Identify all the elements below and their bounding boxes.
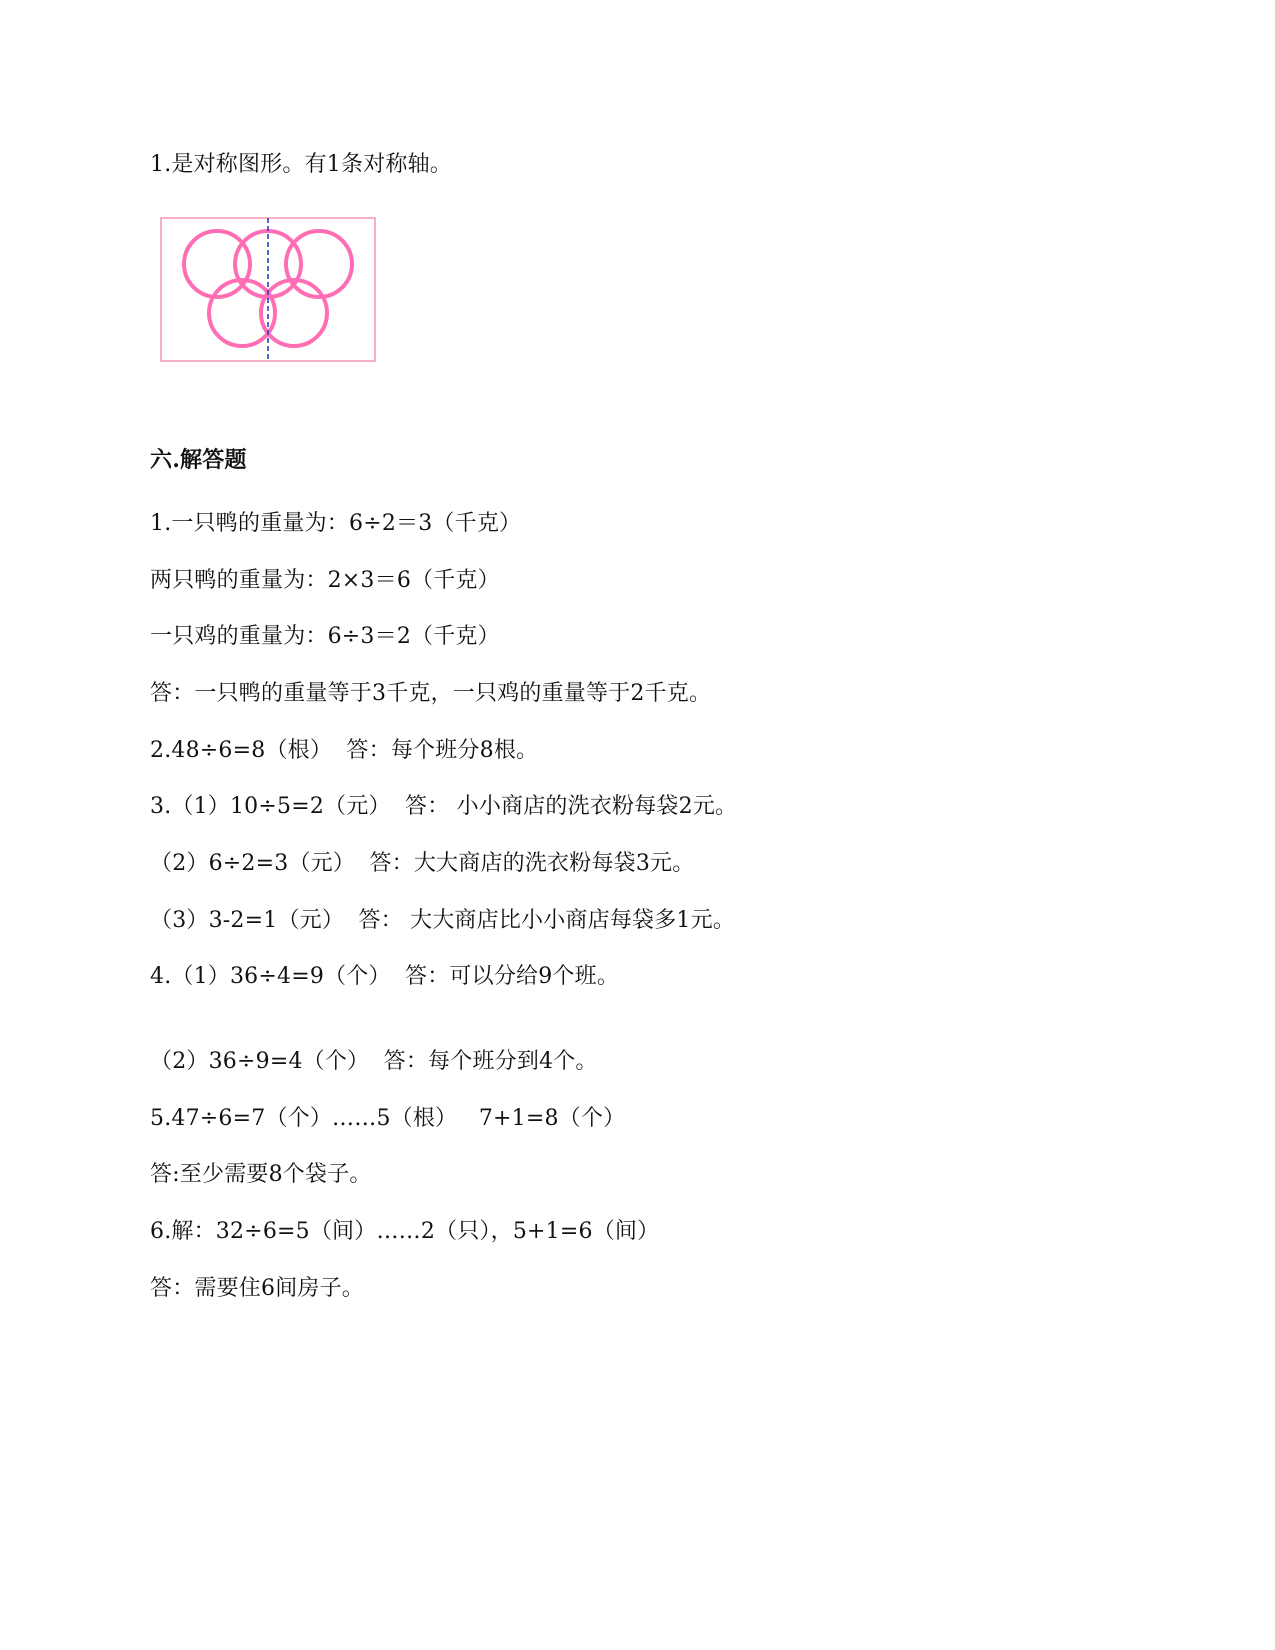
ring-bottom-left — [209, 280, 275, 346]
answer-line-6: 3.（1）10÷5=2（元） 答： 小小商店的洗衣粉每袋2元。 — [150, 794, 738, 819]
answer-line-4: 答：一只鸭的重量等于3千克，一只鸡的重量等于2千克。 — [150, 681, 712, 706]
answer-line-10: （2）36÷9=4（个） 答：每个班分到4个。 — [150, 1049, 598, 1074]
answer-line-symmetry: 1.是对称图形。有1条对称轴。 — [150, 152, 452, 177]
olympic-rings-icon — [160, 217, 382, 367]
answer-line-3: 一只鸡的重量为：6÷3＝2（千克） — [150, 624, 500, 649]
answer-line-9: 4.（1）36÷4=9（个） 答：可以分给9个班。 — [150, 964, 620, 989]
ring-top-left — [184, 231, 250, 297]
answer-line-5: 2.48÷6=8（根） 答：每个班分8根。 — [150, 738, 539, 763]
answer-line-8: （3）3-2=1（元） 答： 大大商店比小小商店每袋多1元。 — [150, 908, 736, 933]
answer-line-12: 答:至少需要8个袋子。 — [150, 1162, 372, 1187]
answer-line-1: 1.一只鸭的重量为：6÷2＝3（千克） — [150, 511, 522, 536]
answer-line-11: 5.47÷6=7（个）……5（根） 7+1=8（个） — [150, 1106, 626, 1131]
answer-line-2: 两只鸭的重量为：2×3＝6（千克） — [150, 568, 500, 593]
section-heading: 六.解答题 — [150, 447, 247, 473]
ring-bottom-right — [261, 280, 327, 346]
answer-line-13: 6.解：32÷6=5（间）……2（只），5+1=6（间） — [150, 1219, 660, 1244]
olympic-rings-figure — [160, 217, 382, 367]
answer-line-7: （2）6÷2=3（元） 答：大大商店的洗衣粉每袋3元。 — [150, 851, 695, 876]
answer-line-14: 答：需要住6间房子。 — [150, 1276, 364, 1301]
ring-top-right — [286, 231, 352, 297]
ring-top-middle — [235, 231, 301, 297]
